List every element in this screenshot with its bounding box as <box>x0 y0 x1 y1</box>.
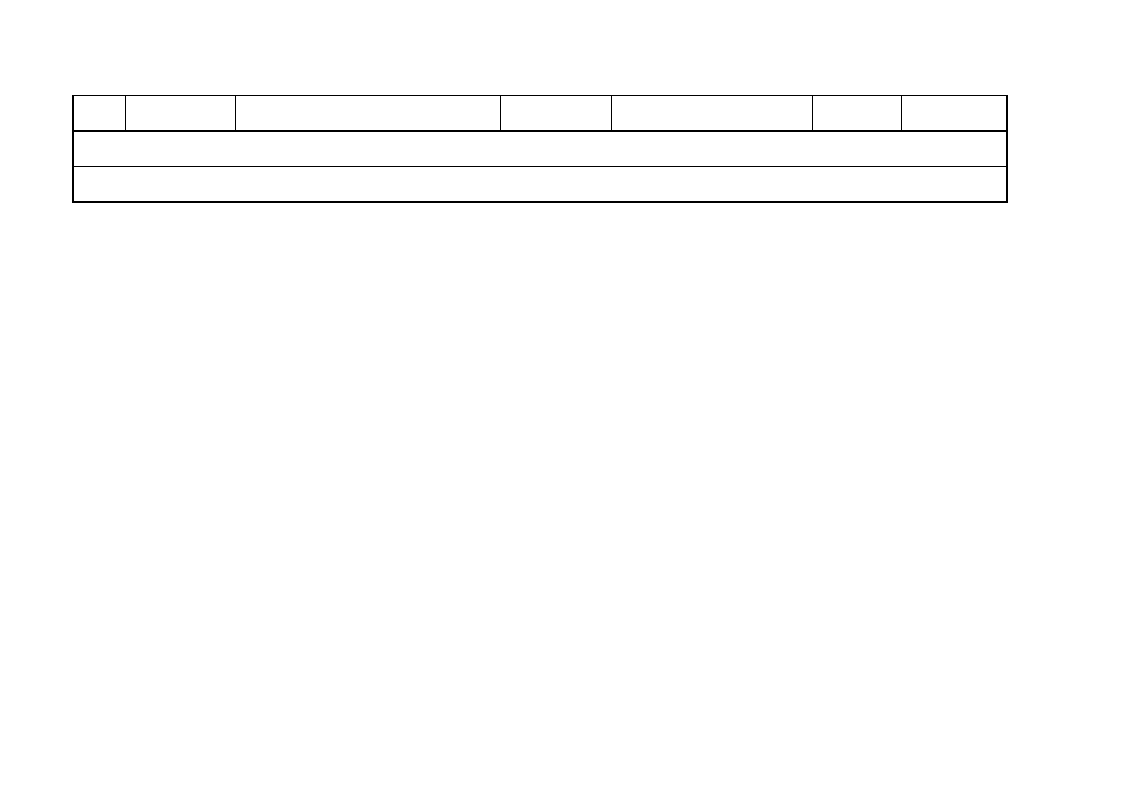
info-row <box>73 167 1007 203</box>
header-owner <box>500 96 611 132</box>
schedule-table <box>72 95 1008 203</box>
header-leader <box>901 96 1007 132</box>
header-dept <box>812 96 901 132</box>
header-time <box>125 96 235 132</box>
schedule-sheet <box>72 95 1006 203</box>
header-participants <box>611 96 812 132</box>
header-no <box>73 96 125 132</box>
header-content <box>235 96 500 132</box>
header-row <box>73 96 1007 132</box>
sheet-title <box>73 131 1007 167</box>
